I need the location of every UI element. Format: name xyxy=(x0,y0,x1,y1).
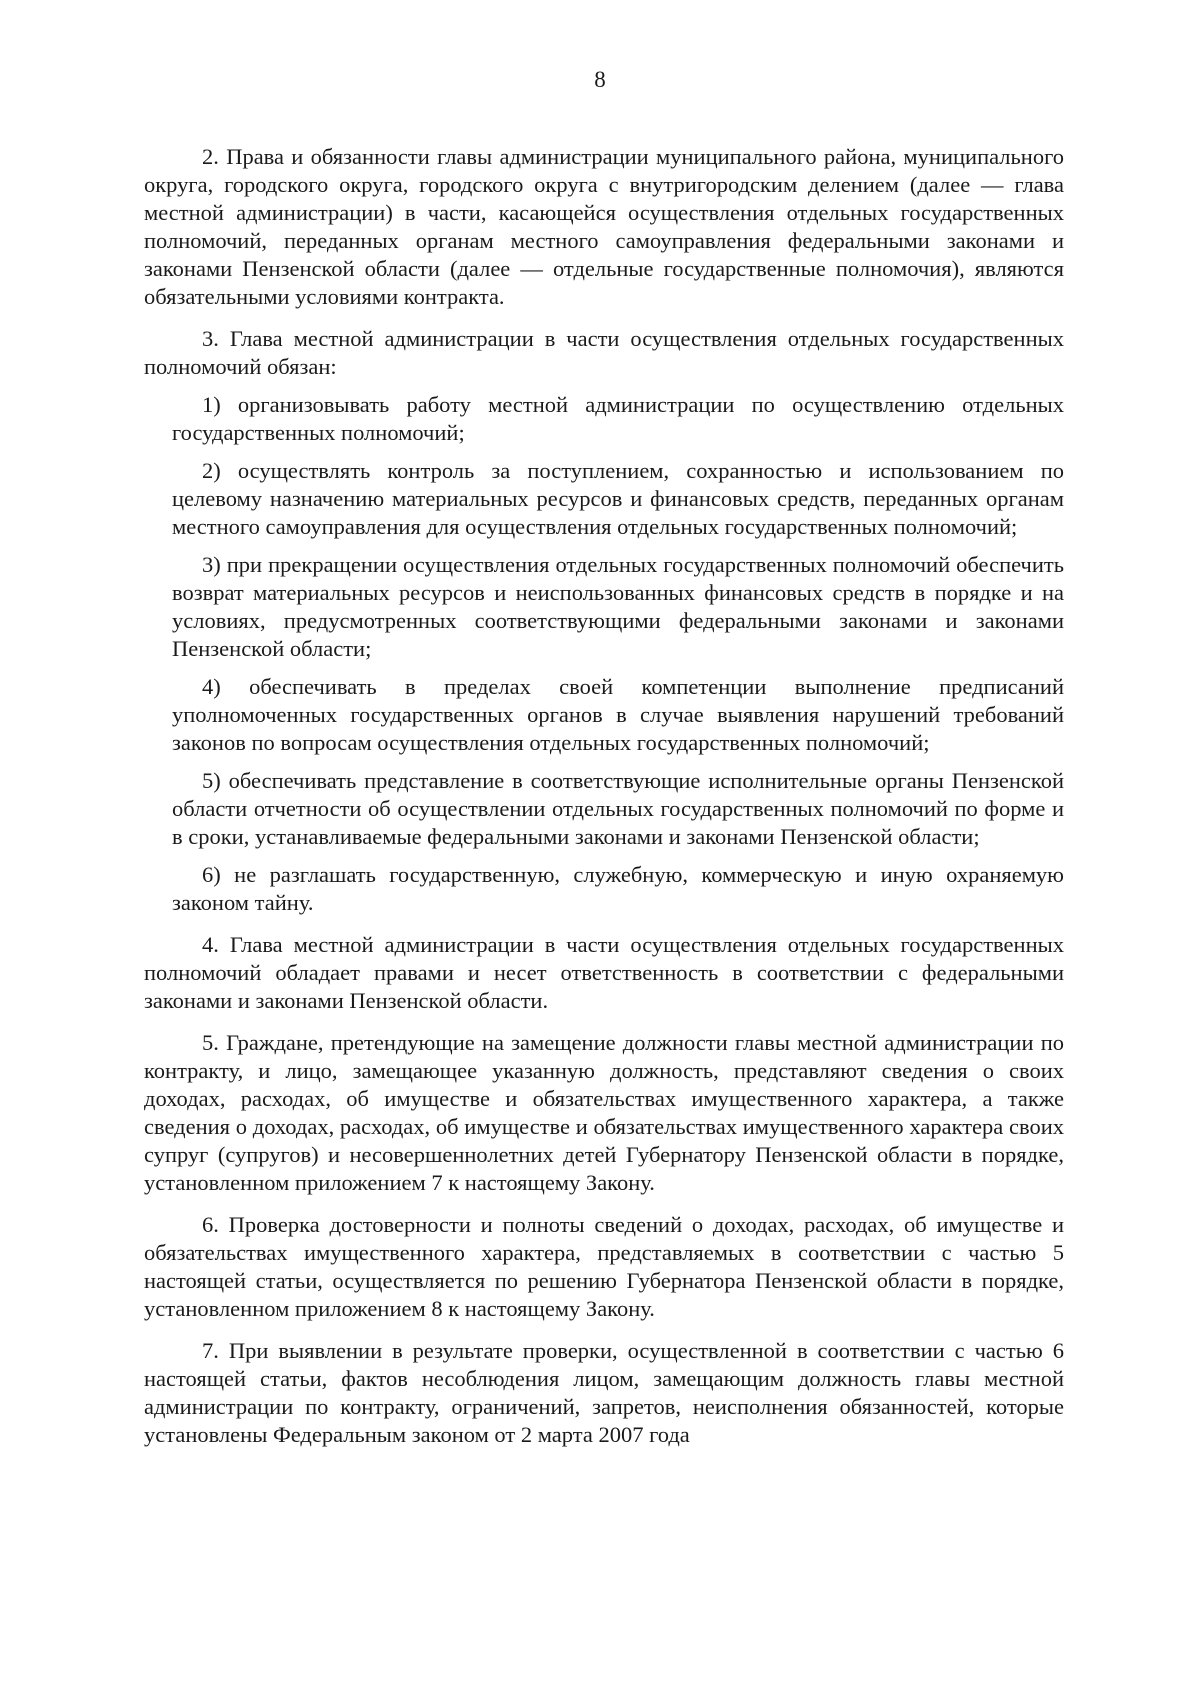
list-item-4: 4) обеспечивать в пределах своей компетенции выполнение предписаний уполномоченных государственных органов в случае выявления нарушений требований законов по вопросам осуществления отдельных государственных полномочий; xyxy=(172,674,1064,755)
list-item-6: 6) не разглашать государственную, служебную, коммерческую и иную охраняемую законом тайну. xyxy=(172,862,1064,915)
paragraph-7: 7. При выявлении в результате проверки, осуществленной в соответствии с частью 6 настоящей статьи, фактов несоблюдения лицом, замещающим должность главы местной администрации по контракту, ограничений, запретов, неисполнения обязанностей, которые установлены Федеральным законом от 2 марта 2007 года xyxy=(144,1338,1064,1447)
paragraph-2: 2. Права и обязанности главы администрации муниципального района, муниципального округа, городского округа, городского округа с внутригородским делением (далее — глава местной администрации) в части, касающейся осуществления отдельных государственных полномочий, переданных органам местного самоуправления федеральными законами и законами Пензенской области (далее — отдельные государственные полномочия), являются обязательными условиями контракта. xyxy=(144,144,1064,309)
paragraph-4: 4. Глава местной администрации в части осуществления отдельных государственных полномочий обладает правами и несет ответственность в соответствии с федеральными законами и законами Пензенской области. xyxy=(144,932,1064,1013)
paragraph-5: 5. Граждане, претендующие на замещение должности главы местной администрации по контракту, и лицо, замещающее указанную должность, представляют сведения о своих доходах, расходах, об имуществе и обязательствах имущественного характера, а также сведения о доходах, расходах, об имуществе и обязательствах имущественного характера своих супруг (супругов) и несовершеннолетних детей Губернатору Пензенской области в порядке, установленном приложением 7 к настоящему Закону. xyxy=(144,1030,1064,1195)
page-number: 8 xyxy=(594,67,606,92)
paragraph-6: 6. Проверка достоверности и полноты сведений о доходах, расходах, об имуществе и обязательствах имущественного характера, представляемых в соответствии с частью 5 настоящей статьи, осуществляется по решению Губернатора Пензенской области в порядке, установленном приложением 8 к настоящему Закону. xyxy=(144,1212,1064,1321)
list-item-1: 1) организовывать работу местной администрации по осуществлению отдельных государственных полномочий; xyxy=(172,392,1064,445)
list-item-2: 2) осуществлять контроль за поступлением, сохранностью и использованием по целевому назначению материальных ресурсов и финансовых средств, переданных органам местного самоуправления для осуществления отдельных государственных полномочий; xyxy=(172,458,1064,539)
paragraph-3: 3. Глава местной администрации в части осуществления отдельных государственных полномочий обязан: xyxy=(144,326,1064,379)
list-item-5: 5) обеспечивать представление в соответствующие исполнительные органы Пензенской области отчетности об осуществлении отдельных государственных полномочий по форме и в сроки, устанавливаемые федеральными законами и законами Пензенской области; xyxy=(172,768,1064,849)
list-item-3: 3) при прекращении осуществления отдельных государственных полномочий обеспечить возврат материальных ресурсов и неиспользованных финансовых средств в порядке и на условиях, предусмотренных соответствующими федеральными законами и законами Пензенской области; xyxy=(172,552,1064,661)
document-body xyxy=(144,143,1064,1449)
